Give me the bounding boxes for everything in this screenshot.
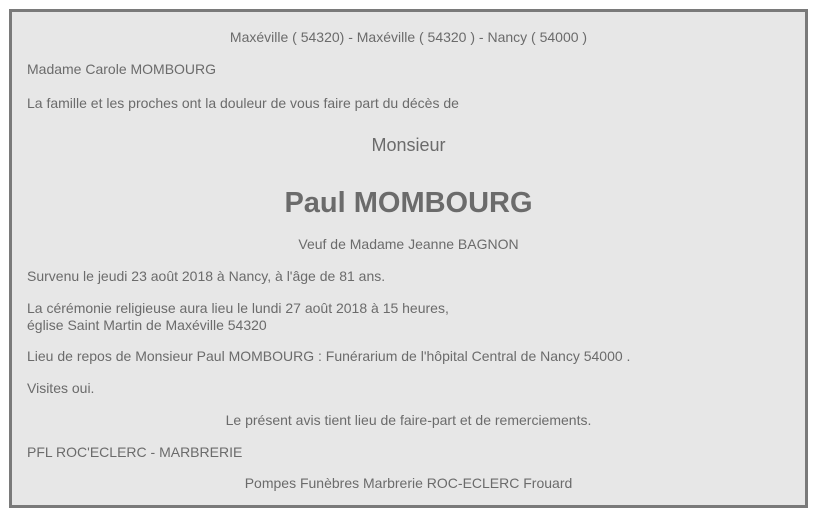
- deceased-civility: Monsieur: [371, 135, 446, 155]
- obituary-notice: [9, 9, 808, 508]
- death-details: Survenu le jeudi 23 août 2018 à Nancy, à l'âge de 81 ans.: [27, 268, 386, 284]
- ceremony-location: église Saint Martin de Maxéville 54320: [27, 317, 267, 333]
- ceremony-details: La cérémonie religieuse aura lieu le lundi 27 août 2018 à 15 heures,: [27, 300, 449, 316]
- contact-person: Madame Carole MOMBOURG: [27, 61, 217, 77]
- funeral-company-short: PFL ROC'ECLERC - MARBRERIE: [27, 444, 243, 460]
- acknowledgement-text: Le présent avis tient lieu de faire-part et de remerciements.: [225, 412, 592, 428]
- spouse-info: Veuf de Madame Jeanne BAGNON: [298, 236, 519, 252]
- deceased-name: Paul MOMBOURG: [284, 187, 533, 219]
- rest-place: Lieu de repos de Monsieur Paul MOMBOURG : Funérarium de l'hôpital Central de Nancy 54000 .: [27, 348, 631, 364]
- announcement-text: La famille et les proches ont la douleur de vous faire part du décès de: [27, 95, 459, 111]
- locations-line: Maxéville ( 54320) - Maxéville ( 54320 ) - Nancy ( 54000 ): [229, 29, 588, 45]
- visits-info: Visites oui.: [27, 380, 95, 396]
- funeral-company-full: Pompes Funèbres Marbrerie ROC-ECLERC Frouard: [244, 475, 573, 491]
